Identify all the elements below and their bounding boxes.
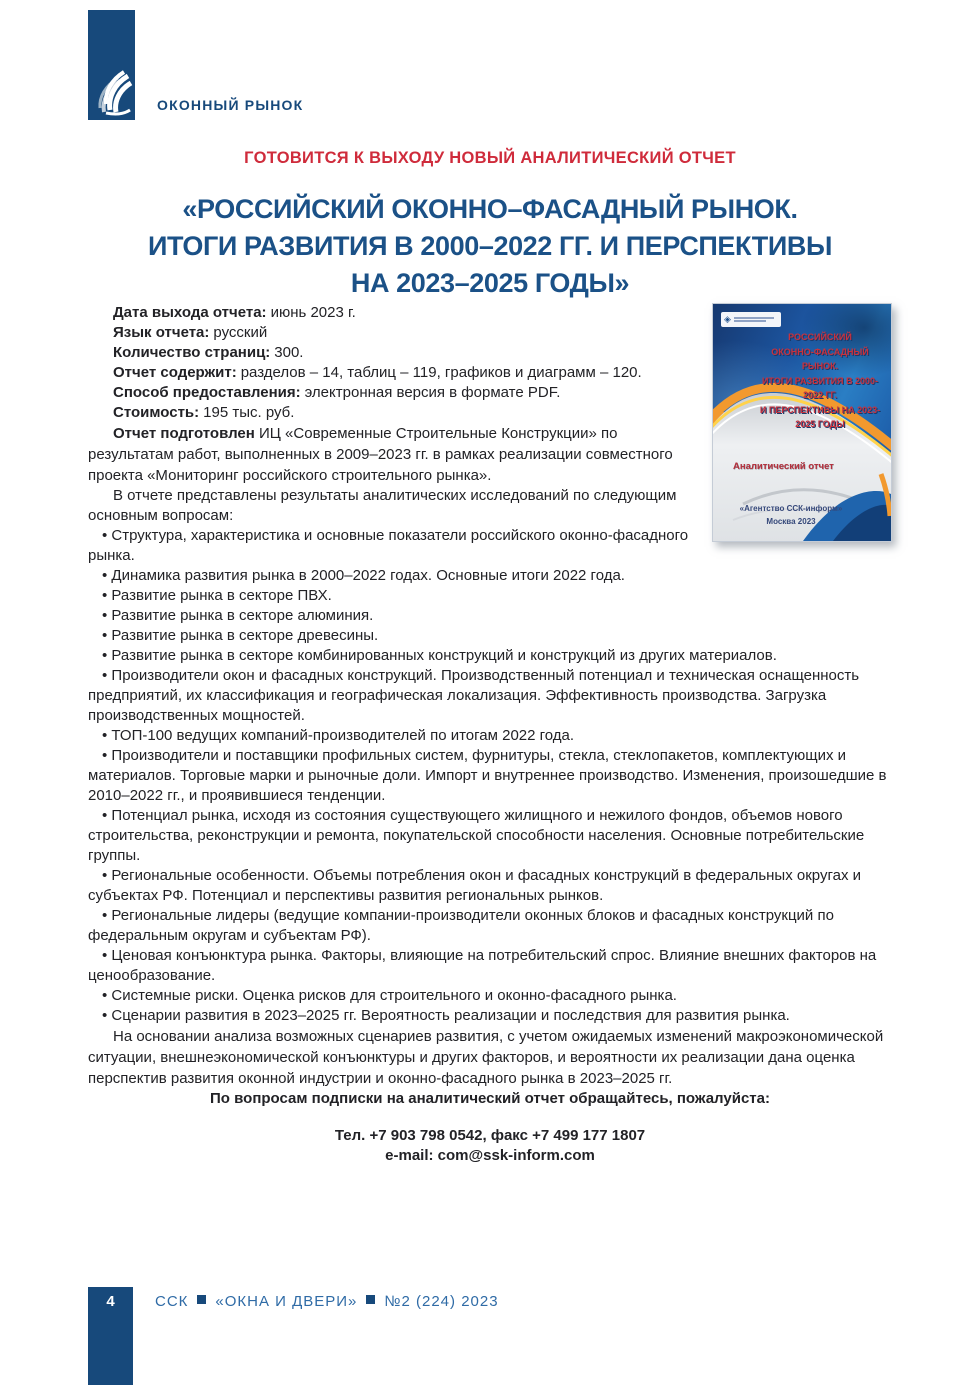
- bullet-text: • Региональные лидеры (ведущие компании-производители оконных блоков и фасадных конструкций по федеральным округам и субъектам РФ).: [88, 907, 834, 944]
- cover-title: [753, 330, 887, 432]
- section-label: ОКОННЫЙ РЫНОК: [157, 97, 304, 113]
- contact-block: [88, 1126, 892, 1166]
- cover-city-year: Москва 2023: [766, 517, 816, 526]
- report-attribute-label: Стоимость:: [113, 404, 200, 421]
- bullet-text: • Сценарии развития в 2023–2025 гг. Вероятность реализации и последствия для развития рынка.: [102, 1007, 790, 1024]
- report-topic-bullet: [88, 626, 892, 646]
- bullet-text: • Структура, характеристика и основные показатели российского оконно-фасадного рынка.: [88, 527, 688, 564]
- report-attribute-value: 300.: [274, 344, 304, 361]
- report-attribute-label: Количество страниц:: [113, 344, 271, 361]
- conclusion-paragraph: На основании анализа возможных сценариев развития, с учетом ожидаемых изменений макроэкономической ситуации, внешнеэкономической конъюнктуры и других факторов, и вероятности их реализации дана оценка перспектив развития оконной индустрии и оконно-фасадного рынка в 2023–2025 гг.: [88, 1028, 884, 1087]
- contact-email-line: e-mail: com@ssk-inform.com: [385, 1147, 595, 1164]
- cover-title-line: РОССИЙСКИЙ: [788, 332, 852, 342]
- cover-publisher-logo: [721, 312, 781, 327]
- bullet-text: • Потенциал рынка, исходя из состояния существующего жилищного и нежилого фондов, объемов нового строительства, реконструкции и ремонта, покупательской способности населения. Основные потребительские группы.: [88, 807, 864, 864]
- topics-intro: В отчете представлены результаты аналитических исследований по следующим основным вопросам:: [88, 487, 677, 524]
- report-attribute-value: русский: [213, 324, 268, 341]
- footer-issue: №2 (224) 2023: [384, 1293, 499, 1310]
- cover-title-line: ИТОГИ РАЗВИТИЯ В 2000-2022 ГГ.: [761, 375, 879, 400]
- report-cover-image: [712, 303, 892, 542]
- report-attribute-value: разделов – 14, таблиц – 119, графиков и диаграмм – 120.: [240, 364, 642, 381]
- report-topic-bullet: [88, 946, 892, 986]
- bullet-text: • Развитие рынка в секторе комбинированных конструкций и конструкций из других материалов.: [102, 647, 777, 664]
- cover-logo-text-line: [734, 317, 774, 319]
- bullet-text: • Развитие рынка в секторе древесины.: [102, 627, 378, 644]
- cover-imprint: [721, 502, 861, 528]
- report-topic-bullet: [88, 726, 892, 746]
- report-topic-bullet: [88, 606, 892, 626]
- report-title-line-1: «РОССИЙСКИЙ ОКОННО–ФАСАДНЫЙ РЫНОК.: [182, 194, 798, 224]
- page-number: 4: [106, 1293, 115, 1310]
- report-topic-bullet: [88, 666, 892, 726]
- bullet-text: • Системные риски. Оценка рисков для строительного и оконно-фасадного рынка.: [102, 987, 677, 1004]
- bullet-text: • Развитие рынка в секторе ПВХ.: [102, 587, 332, 604]
- article-body: [88, 303, 892, 1166]
- prepared-lead: Отчет подготовлен: [113, 425, 255, 442]
- report-title-line-2: ИТОГИ РАЗВИТИЯ В 2000–2022 ГГ. И ПЕРСПЕКТИВЫ: [147, 231, 833, 261]
- bullet-text: • Динамика развития рынка в 2000–2022 годах. Основные итоги 2022 года.: [102, 567, 625, 584]
- page-number-box: [88, 1287, 133, 1385]
- cover-title-line: И ПЕРСПЕКТИВЫ НА 2023-2025 ГОДЫ: [759, 404, 881, 429]
- report-topic-bullet: [88, 566, 892, 586]
- report-attribute-label: Отчет содержит:: [113, 364, 237, 381]
- bullet-text: • Производители окон и фасадных конструкций. Производственный потенциал и техническая оснащенность предприятий, их классификация и географическая локализация. Эффективность производства. Загрузка производственных мощностей.: [88, 667, 859, 724]
- report-topic-bullet: [88, 866, 892, 906]
- publisher-feather-icon: [90, 60, 134, 118]
- report-topic-bullet: [88, 986, 892, 1006]
- cover-publisher: «Агентство ССК-информ»: [739, 504, 843, 513]
- report-topic-bullet: [88, 806, 892, 866]
- contact-phone-line: Тел. +7 903 798 0542, факс +7 499 177 1807: [334, 1127, 646, 1144]
- bullet-text: • Производители и поставщики профильных систем, фурнитуры, стекла, стеклопакетов, комплектующих и материалов. Торговые марки и рыночные доли. Импорт и внутреннее производство. Изменения, произошедшие в 2010–2022 гг., и проявившиеся тенденции.: [88, 747, 886, 804]
- topics-list: [88, 526, 892, 1026]
- report-attribute-label: Дата выхода отчета:: [113, 304, 267, 321]
- report-title: [40, 191, 940, 302]
- footer-imprint: [155, 1293, 499, 1310]
- brand-bar: [88, 10, 135, 120]
- report-topic-bullet: [88, 746, 892, 806]
- report-attribute-value: июнь 2023 г.: [270, 304, 356, 321]
- report-topic-bullet: [88, 1006, 892, 1026]
- report-topic-bullet: [88, 586, 892, 606]
- footer-magazine-name: «ОКНА И ДВЕРИ»: [215, 1293, 358, 1310]
- cover-subtitle: Аналитический отчет: [733, 461, 834, 472]
- square-separator-icon: [197, 1295, 206, 1304]
- report-topic-bullet: [88, 906, 892, 946]
- cover-logo-diamond-icon: ◈: [724, 314, 731, 324]
- report-attribute-label: Способ предоставления:: [113, 384, 301, 401]
- cover-logo-text-line: [734, 320, 766, 322]
- announcement-kicker: ГОТОВИТСЯ К ВЫХОДУ НОВЫЙ АНАЛИТИЧЕСКИЙ ОТЧЕТ: [244, 149, 736, 167]
- report-attribute-label: Язык отчета:: [113, 324, 210, 341]
- bullet-text: • Развитие рынка в секторе алюминия.: [102, 607, 373, 624]
- report-attribute-value: электронная версия в формате PDF.: [304, 384, 561, 401]
- square-separator-icon: [366, 1295, 375, 1304]
- report-attribute-value: 195 тыс. руб.: [203, 404, 295, 421]
- subscription-heading: По вопросам подписки на аналитический отчет обращайтесь, пожалуйста:: [210, 1090, 770, 1107]
- bullet-text: • ТОП-100 ведущих компаний-производителей по итогам 2022 года.: [102, 727, 574, 744]
- footer-publisher: ССК: [155, 1293, 189, 1310]
- report-topic-bullet: [88, 646, 892, 666]
- bullet-text: • Региональные особенности. Объемы потребления окон и фасадных конструкций в федеральных округах и субъектах РФ. Потенциал и перспективы развития региональных рынков.: [88, 867, 861, 904]
- report-cover-wrap: [712, 303, 892, 543]
- bullet-text: • Ценовая конъюнктура рынка. Факторы, влияющие на потребительский спрос. Влияние внешних факторов на ценообразование.: [88, 947, 876, 984]
- report-title-line-3: НА 2023–2025 ГОДЫ»: [350, 268, 630, 298]
- cover-title-line: ОКОННО-ФАСАДНЫЙ РЫНОК.: [771, 346, 869, 371]
- prepared-rest: ИЦ «Современные Строительные Конструкции» по результатам работ, выполненных в 2009–2023 гг. в рамках реализации совместного проекта «Мониторинг российского строительного рынка».: [88, 425, 673, 484]
